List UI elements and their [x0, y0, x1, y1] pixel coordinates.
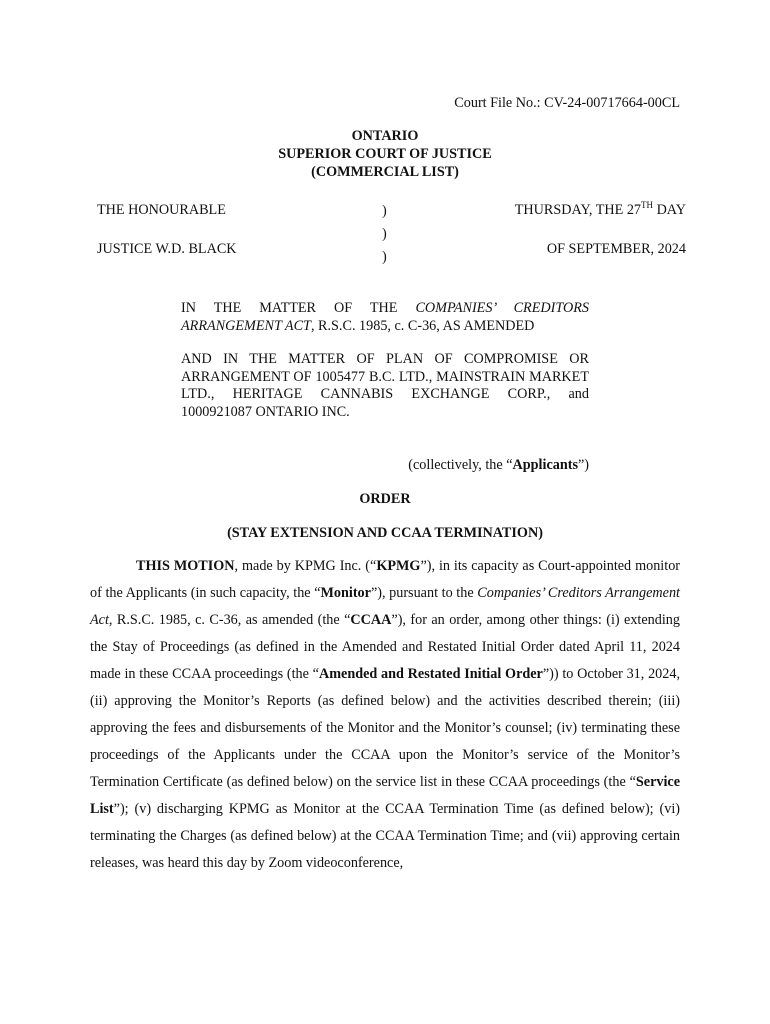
body-text-2: ”), in its capacity as Court-appointed monitor of the Applicants (in such capacity, the “	[90, 558, 681, 601]
matter-plan: AND IN THE MATTER OF PLAN OF COMPROMISE OR ARRANGEMENT OF 1005477 B.C. LTD., MAINSTRAIN MARKET LTD., HERITAGE CANNABIS EXCHANGE CORP., and 1000921087 ONTARIO INC.	[181, 351, 589, 420]
matter-ccaa	[181, 300, 589, 335]
bracket-1: )	[382, 203, 387, 219]
order-title: ORDER	[359, 491, 411, 507]
ccaa-act-italic: Companies’ Creditors Arrangement Act	[90, 585, 680, 628]
hearing-date-line1	[0, 202, 686, 219]
matter-ccaa-act: COMPANIES’ CREDITORS ARRANGEMENT ACT	[181, 300, 589, 334]
court-heading	[0, 127, 770, 181]
matter-ccaa-prefix: IN THE MATTER OF THE	[181, 300, 416, 316]
applicants-term: Applicants	[512, 457, 578, 473]
hearing-day: THURSDAY, THE 27	[514, 202, 642, 218]
body-text-5: ”), for an order, among other things: (i) extending the Stay of Proceedings (as defined in the Amended and Restated Initial Order dated April 11, 2024 made in these CCAA proceedings (the “	[90, 612, 680, 682]
applicants-prefix: (collectively, the “	[408, 457, 513, 473]
kpmg-term: KPMG	[376, 558, 421, 574]
court-file-number: Court File No.: CV-24-00717664-00CL	[454, 95, 680, 111]
bracket-3: )	[382, 249, 387, 265]
applicants-definition	[181, 457, 589, 474]
initial-order-term: Amended and Restated Initial Order	[318, 666, 543, 682]
body-text-6: ”)) to October 31, 2024, (ii) approving the Monitor’s Reports (as defined below) and the activities described therein; (iii) approving the fees and disbursements of the Monitor and the Monitor’s counsel; (iv) terminating these proceedings of the Applicants under the CCAA upon the Monitor’s service of the Monitor’s Termination Certificate (as defined below) on the service list in these CCAA proceedings (the “	[90, 666, 680, 790]
body-text-7: ”); (v) discharging KPMG as Monitor at the CCAA Termination Time (as defined below); (vi) terminating the Charges (as defined below) at the CCAA Termination Time; and (vii) approving certain releases, was heard this day by Zoom videoconference,	[90, 801, 680, 871]
body-text-1: , made by KPMG Inc. (“	[234, 558, 377, 574]
hearing-date-line2: OF SEPTEMBER, 2024	[546, 241, 686, 257]
court-jurisdiction: ONTARIO	[351, 128, 419, 144]
body-text-4: , R.S.C. 1985, c. C-36, as amended (the “	[108, 612, 351, 628]
matter-ccaa-suffix: , R.S.C. 1985, c. C-36, AS AMENDED	[310, 317, 535, 334]
ccaa-term: CCAA	[350, 612, 392, 628]
bracket-2: )	[382, 226, 387, 242]
ordinal-suffix: TH	[641, 200, 654, 210]
service-list-term: Service List	[90, 774, 680, 817]
court-name: SUPERIOR COURT OF JUSTICE	[278, 146, 492, 162]
judge-name: JUSTICE W.D. BLACK	[97, 241, 237, 257]
applicants-suffix: ”)	[577, 457, 589, 473]
motion-paragraph	[90, 553, 680, 877]
judge-title: THE HONOURABLE	[97, 202, 226, 218]
court-list: (COMMERCIAL LIST)	[311, 164, 459, 180]
body-text-3: ”), pursuant to the	[370, 585, 478, 601]
monitor-term: Monitor	[320, 585, 371, 601]
hearing-day-suffix: DAY	[653, 202, 686, 218]
order-subtitle: (STAY EXTENSION AND CCAA TERMINATION)	[227, 525, 543, 541]
motion-lead: THIS MOTION	[136, 558, 235, 574]
